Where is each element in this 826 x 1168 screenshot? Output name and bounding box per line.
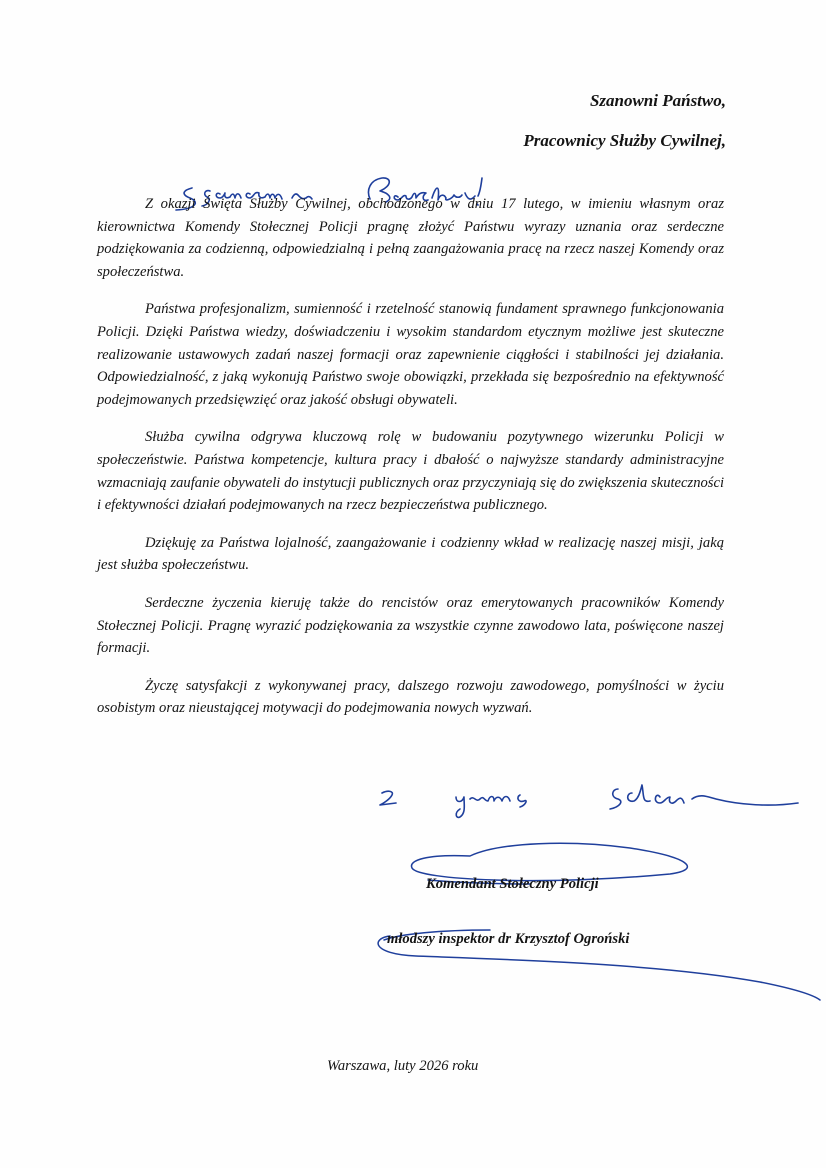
paragraph-6: Życzę satysfakcji z wykonywanej pracy, dalszego rozwoju zawodowego, pomyślności w życiu osobistym oraz nieustającej motywacji do podejmowania nowych wyzwań.: [97, 677, 724, 717]
signer-title: Komendant Stołeczny Policji: [426, 876, 599, 892]
paragraph-2: Państwa profesjonalizm, sumienność i rzetelność stanowią fundament sprawnego funkcjonowania Policji. Dzięki Państwa wiedzy, doświadczeniu i wysokim standardom etycznym możliwe jest skuteczne realizowanie ustawowych zadań naszej formacji oraz zapewnienie ciągłości i stabilności jej działania. Odpowiedzialność, z jaką wykonują Państwo swoje obowiązki, przekłada się bezpośrednio na efektywność podejmowanych przedsięwzięć oraz jakość obsługi obywateli.: [97, 301, 724, 408]
paragraph-4: Dziękuję za Państwa lojalność, zaangażowanie i codzienny wkład w realizację naszej misji, jaką jest służba społeczeństwu.: [97, 534, 724, 574]
signature-flourish: [360, 830, 826, 1020]
signature-strokes: [378, 843, 820, 1000]
handwritten-closing: [370, 775, 810, 825]
signer-name: młodszy inspektor dr Krzysztof Ogroński: [387, 931, 630, 947]
paragraph-5: Serdeczne życzenia kieruję także do rencistów oraz emerytowanych pracowników Komendy Stołecznej Policji. Pragnę wyrazić podziękowania za wszystkie czynne zawodowo lata, poświęcone naszej formacji.: [97, 594, 724, 657]
paragraph-3: Służba cywilna odgrywa kluczową rolę w budowaniu pozytywnego wizerunku Policji w społeczeństwie. Państwa kompetencje, kultura pracy i dbałość o najwyższe standardy administracyjne wzmacniają zaufanie obywateli do instytucji publicznych oraz przyczyniają się do zwiększenia skuteczności i efektywności działań podejmowanych na rzecz bezpieczeństwa publicznego.: [97, 429, 724, 514]
handwriting-strokes: [380, 785, 798, 817]
place-date: Warszawa, luty 2026 roku: [327, 1058, 479, 1074]
letter-body: [97, 193, 724, 735]
salutation-line-1: Szanowni Państwo,: [589, 91, 726, 110]
salutation-line-2: Pracownicy Służby Cywilnej,: [523, 131, 726, 150]
paragraph-1: Z okazji Święta Służby Cywilnej, obchodzonego w dniu 17 lutego, w imieniu własnym oraz kierownictwa Komendy Stołecznej Policji pragnę złożyć Państwu wyrazy uznania oraz serdeczne podziękowania za codzienną, odpowiedzialną i pełną zaangażowania pracę na rzecz naszej Komendy oraz społeczeństwa.: [97, 196, 724, 280]
